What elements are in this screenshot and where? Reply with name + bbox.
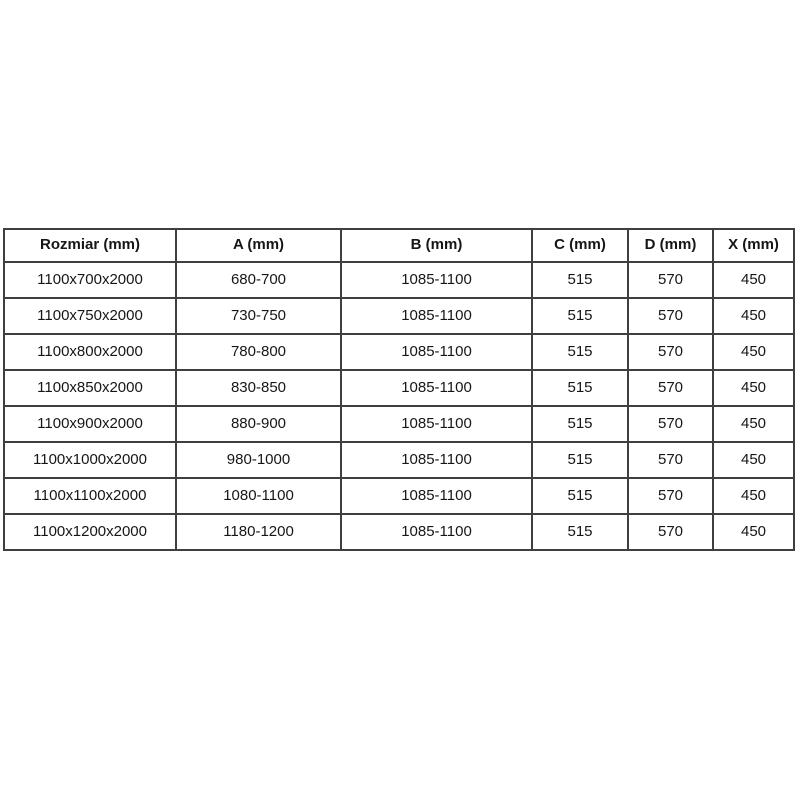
table-cell: 1180-1200 xyxy=(176,514,341,550)
column-header-rozmiar: Rozmiar (mm) xyxy=(4,229,176,262)
column-header-x: X (mm) xyxy=(713,229,794,262)
table-row xyxy=(4,262,794,298)
table-cell: 1100x700x2000 xyxy=(4,262,176,298)
table-cell: 450 xyxy=(713,442,794,478)
table-cell: 1085-1100 xyxy=(341,262,532,298)
table-cell: 450 xyxy=(713,406,794,442)
table-row xyxy=(4,442,794,478)
table-cell: 450 xyxy=(713,514,794,550)
table-cell: 1085-1100 xyxy=(341,442,532,478)
column-header-a: A (mm) xyxy=(176,229,341,262)
table-cell: 515 xyxy=(532,478,628,514)
table-cell: 450 xyxy=(713,298,794,334)
table-cell: 1085-1100 xyxy=(341,478,532,514)
table-cell: 1100x900x2000 xyxy=(4,406,176,442)
table-cell: 730-750 xyxy=(176,298,341,334)
table-cell: 515 xyxy=(532,442,628,478)
table-cell: 1100x850x2000 xyxy=(4,370,176,406)
table-cell: 1100x800x2000 xyxy=(4,334,176,370)
table-row xyxy=(4,406,794,442)
table-cell: 980-1000 xyxy=(176,442,341,478)
table-cell: 570 xyxy=(628,370,713,406)
table-header xyxy=(4,229,794,262)
table-body xyxy=(4,262,794,550)
dimensions-table xyxy=(3,228,795,551)
table-row xyxy=(4,478,794,514)
table-cell: 1100x1200x2000 xyxy=(4,514,176,550)
table-cell: 515 xyxy=(532,262,628,298)
table-row xyxy=(4,514,794,550)
column-header-c: C (mm) xyxy=(532,229,628,262)
table-cell: 515 xyxy=(532,406,628,442)
table-cell: 450 xyxy=(713,478,794,514)
table-cell: 570 xyxy=(628,262,713,298)
table-cell: 515 xyxy=(532,334,628,370)
table-cell: 1085-1100 xyxy=(341,514,532,550)
table-cell: 880-900 xyxy=(176,406,341,442)
table-cell: 1085-1100 xyxy=(341,406,532,442)
table-cell: 570 xyxy=(628,514,713,550)
table-cell: 515 xyxy=(532,514,628,550)
table-cell: 515 xyxy=(532,298,628,334)
table-cell: 570 xyxy=(628,442,713,478)
table-cell: 450 xyxy=(713,262,794,298)
table-cell: 570 xyxy=(628,298,713,334)
table-cell: 1100x1100x2000 xyxy=(4,478,176,514)
table-row xyxy=(4,334,794,370)
table-cell: 1100x750x2000 xyxy=(4,298,176,334)
table-cell: 1085-1100 xyxy=(341,370,532,406)
table-cell: 450 xyxy=(713,370,794,406)
table-cell: 515 xyxy=(532,370,628,406)
table-row xyxy=(4,370,794,406)
table-cell: 570 xyxy=(628,334,713,370)
table-cell: 780-800 xyxy=(176,334,341,370)
table-header-row xyxy=(4,229,794,262)
table-cell: 1085-1100 xyxy=(341,334,532,370)
table-cell: 570 xyxy=(628,406,713,442)
column-header-b: B (mm) xyxy=(341,229,532,262)
table-cell: 680-700 xyxy=(176,262,341,298)
table-cell: 450 xyxy=(713,334,794,370)
table-cell: 830-850 xyxy=(176,370,341,406)
column-header-d: D (mm) xyxy=(628,229,713,262)
table-row xyxy=(4,298,794,334)
table-cell: 1085-1100 xyxy=(341,298,532,334)
table-cell: 1080-1100 xyxy=(176,478,341,514)
table-cell: 570 xyxy=(628,478,713,514)
table-cell: 1100x1000x2000 xyxy=(4,442,176,478)
